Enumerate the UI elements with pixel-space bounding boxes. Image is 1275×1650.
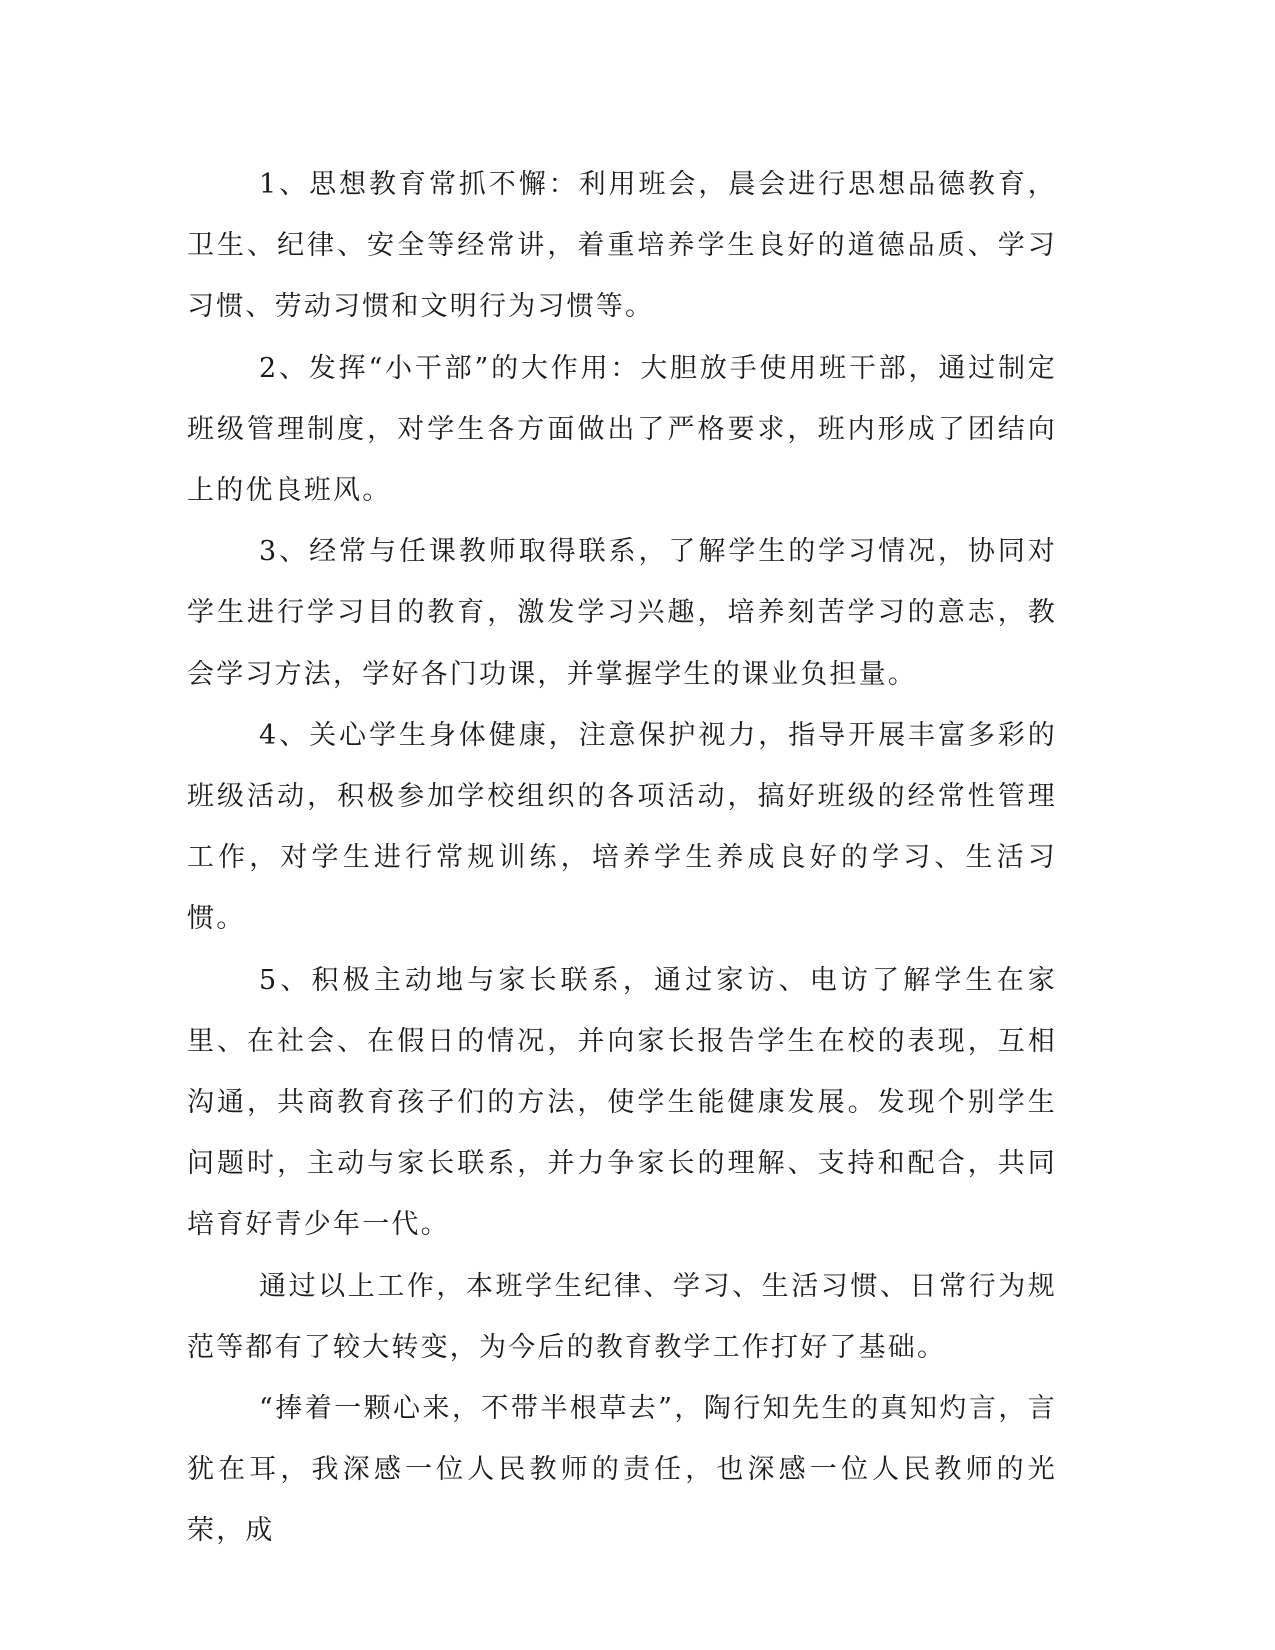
- paragraph-6: 通过以上工作，本班学生纪律、学习、生活习惯、日常行为规范等都有了较大转变，为今后的教育教学工作打好了基础。: [187, 1270, 1057, 1363]
- paragraph-3: 3、经常与任课教师取得联系，了解学生的学习情况，协同对学生进行学习目的教育，激发学习兴趣，培养刻苦学习的意志，教会学习方法，学好各门功课，并掌握学生的课业负担量。: [187, 536, 1057, 690]
- paragraph-7: “捧着一颗心来，不带半根草去”，陶行知先生的真知灼言，言犹在耳，我深感一位人民教师的责任，也深感一位人民教师的光荣，成: [187, 1393, 1057, 1547]
- paragraph-2: 2、发挥“小干部”的大作用：大胆放手使用班干部，通过制定班级管理制度，对学生各方面做出了严格要求，班内形成了团结向上的优良班风。: [187, 352, 1057, 507]
- document-body: [187, 154, 1057, 1562]
- paragraph-1: 1、思想教育常抓不懈：利用班会，晨会进行思想品德教育，卫生、纪律、安全等经常讲，着重培养学生良好的道德品质、学习习惯、劳动习惯和文明行为习惯等。: [187, 169, 1057, 323]
- paragraph-5: 5、积极主动地与家长联系，通过家访、电访了解学生在家里、在社会、在假日的情况，并向家长报告学生在校的表现，互相沟通，共商教育孩子们的方法，使学生能健康发展。发现个别学生问题时，主动与家长联系，并力争家长的理解、支持和配合，共同培育好青少年一代。: [187, 964, 1057, 1241]
- paragraph-4: 4、关心学生身体健康，注意保护视力，指导开展丰富多彩的班级活动，积极参加学校组织的各项活动，搞好班级的经常性管理工作，对学生进行常规训练，培养学生养成良好的学习、生活习惯。: [187, 719, 1057, 935]
